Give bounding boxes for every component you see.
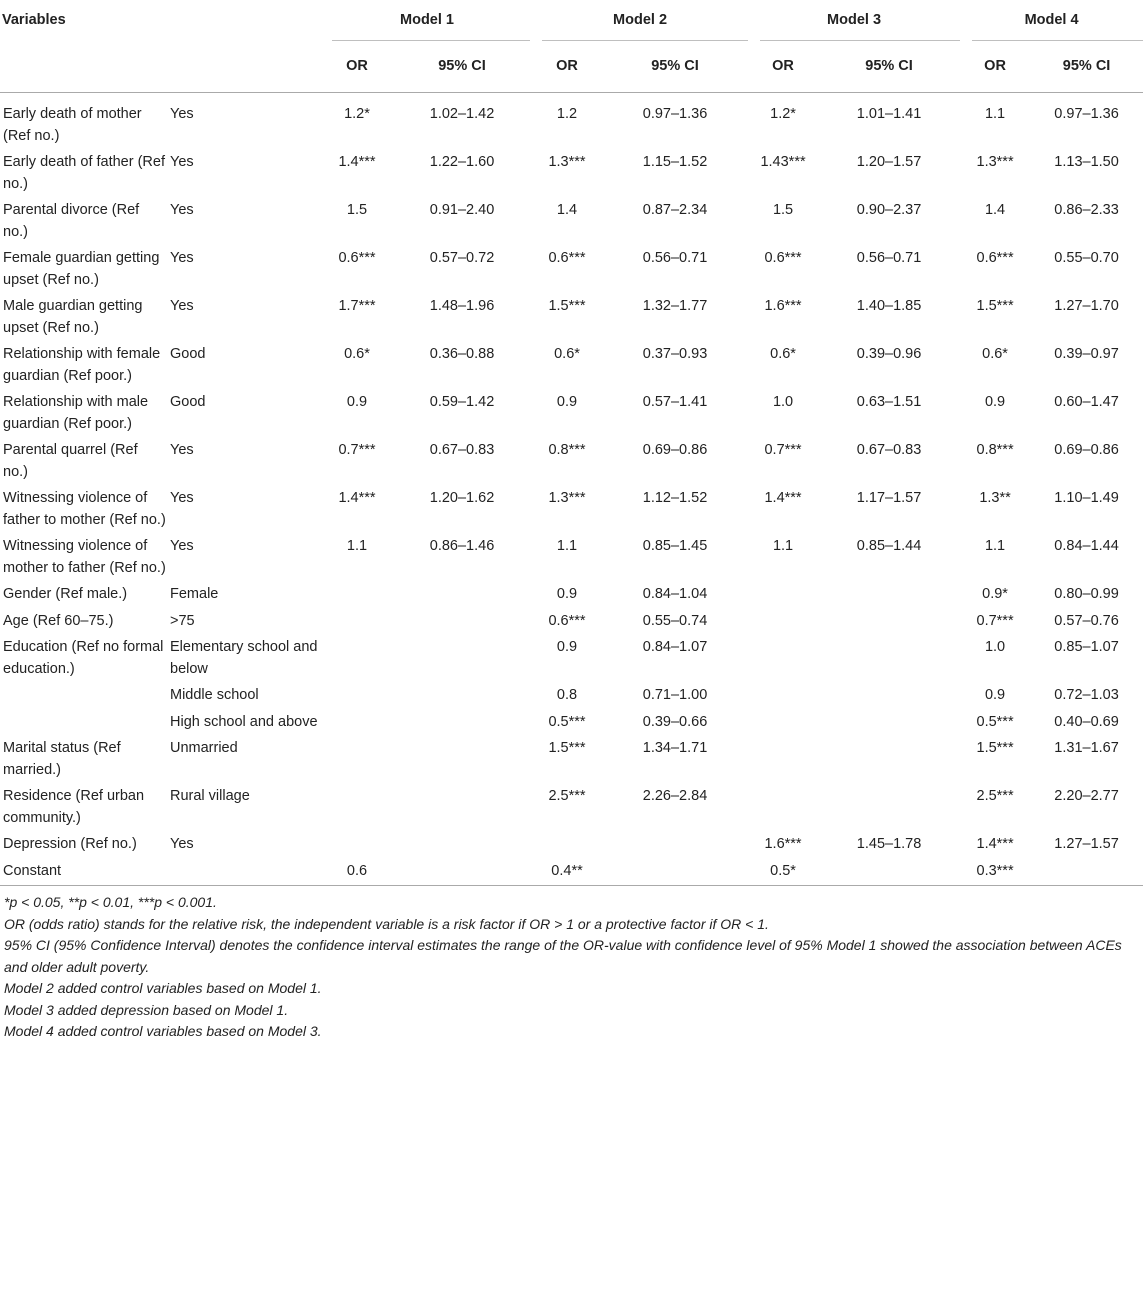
level-cell: Yes <box>170 154 194 170</box>
model-4-or-cell: 1.4*** <box>976 836 1014 852</box>
model-1-or-cell: 0.9 <box>346 394 368 410</box>
variable-cell: Witnessing violence of mother to father (Ref no.) <box>3 538 166 576</box>
model-1-ci-cell <box>392 581 532 608</box>
model-1-ci-cell <box>392 682 532 709</box>
model-1-ci-cell: 1.22–1.60 <box>429 154 495 170</box>
model-3-or-cell <box>748 581 818 608</box>
model-4-or-cell: 1.1 <box>984 538 1006 554</box>
model-4-ci-cell: 0.69–0.86 <box>1054 442 1119 458</box>
model-1-ci-cell: 0.86–1.46 <box>429 538 495 554</box>
model-2-or-cell: 1.4 <box>556 202 578 218</box>
ci-header: 95% CI <box>438 58 486 74</box>
model-3-or-cell: 1.6*** <box>764 836 802 852</box>
model-2-ci-cell: 1.12–1.52 <box>642 490 708 506</box>
model-3-ci-cell: 1.17–1.57 <box>856 490 922 506</box>
model-1-or-cell <box>322 709 392 736</box>
table-row <box>0 485 1143 533</box>
model-1-ci-cell <box>392 634 532 682</box>
level-cell: >75 <box>170 612 195 629</box>
or-header: OR <box>346 58 368 74</box>
model-1-or-cell: 0.6*** <box>338 250 376 266</box>
header-row-stats <box>0 46 1143 93</box>
model-4-or-cell: 0.9 <box>984 687 1006 703</box>
ci-header: 95% CI <box>651 58 699 74</box>
model-2-ci-cell <box>602 831 748 858</box>
footnote: *p < 0.05, **p < 0.01, ***p < 0.001. <box>4 894 217 910</box>
table-row <box>0 831 1143 858</box>
model-2-or-cell: 0.6* <box>554 346 580 362</box>
model-4-ci-cell: 0.39–0.97 <box>1054 346 1119 362</box>
model-1-ci-cell: 1.02–1.42 <box>429 106 495 122</box>
model-4-or-cell: 1.3*** <box>976 154 1014 170</box>
variable-cell <box>0 709 166 736</box>
model-3-or-cell: 0.6*** <box>764 250 802 266</box>
model-2-ci-cell: 0.37–0.93 <box>642 346 708 362</box>
model-2-or-cell: 0.4** <box>551 862 583 879</box>
model-3-ci-cell <box>818 735 960 783</box>
variable-cell: Parental divorce (Ref no.) <box>3 202 140 240</box>
model-1-or-cell: 1.5 <box>346 202 368 218</box>
model-2-or-cell: 1.5*** <box>548 740 586 756</box>
model-2-or-cell: 0.8 <box>556 687 578 703</box>
model-1-ci-cell: 0.91–2.40 <box>429 202 495 218</box>
model-4-ci-cell: 0.84–1.44 <box>1054 538 1119 554</box>
model-3-ci-cell: 1.20–1.57 <box>856 154 922 170</box>
model-3-underline <box>760 40 960 41</box>
level-cell: Yes <box>170 250 194 266</box>
model-1-ci-cell: 0.36–0.88 <box>429 346 495 362</box>
model-2-ci-cell: 0.39–0.66 <box>642 713 708 730</box>
model-2-ci-cell: 1.15–1.52 <box>642 154 708 170</box>
model-1-or-cell <box>322 682 392 709</box>
model-3-ci-cell <box>818 709 960 736</box>
model-3-ci-cell <box>818 682 960 709</box>
model-3-or-cell <box>748 783 818 831</box>
model-4-ci-cell: 0.97–1.36 <box>1054 106 1119 122</box>
model-2-ci-cell: 1.34–1.71 <box>642 740 708 756</box>
model-2-ci-cell: 1.32–1.77 <box>642 298 708 314</box>
model-4-or-cell: 1.5*** <box>976 298 1014 314</box>
model-1-or-cell: 1.2* <box>344 106 370 122</box>
table-row <box>0 634 1143 682</box>
level-cell: Elementary school and below <box>170 639 318 677</box>
level-cell: Yes <box>170 490 194 506</box>
model-3-ci-cell: 0.85–1.44 <box>856 538 922 554</box>
model-2-ci-cell: 0.55–0.74 <box>642 612 708 629</box>
table-row <box>0 197 1143 245</box>
model-4-or-cell: 1.5*** <box>976 740 1014 756</box>
model-4-or-cell: 1.1 <box>984 106 1006 122</box>
model-3-or-cell <box>748 709 818 736</box>
footnote: Model 3 added depression based on Model 1. <box>4 1001 289 1018</box>
model-4-ci-cell: 0.72–1.03 <box>1054 687 1119 703</box>
model-2-or-cell: 0.8*** <box>548 442 586 458</box>
model-4-or-cell: 2.5*** <box>976 788 1014 804</box>
variable-cell: Relationship with male guardian (Ref poor.) <box>3 394 149 432</box>
model-4-or-cell: 1.0 <box>984 639 1006 655</box>
model-3-or-cell: 1.1 <box>772 538 794 554</box>
model-4-ci-cell: 1.31–1.67 <box>1054 740 1119 756</box>
model-2-ci-cell <box>602 858 748 886</box>
variable-cell <box>0 682 166 709</box>
model-3-ci-cell: 1.45–1.78 <box>856 836 922 852</box>
model-3-ci-cell: 1.01–1.41 <box>856 106 922 122</box>
model-3-ci-cell: 1.40–1.85 <box>856 298 922 314</box>
variable-cell: Marital status (Ref married.) <box>3 740 121 778</box>
model-1-or-cell <box>322 608 392 635</box>
model-2-or-cell: 2.5*** <box>548 788 586 804</box>
table-row <box>0 93 1143 150</box>
model-1-ci-cell: 0.59–1.42 <box>429 394 495 410</box>
model-4-or-cell: 0.9 <box>984 394 1006 410</box>
model-4-ci-cell: 1.10–1.49 <box>1054 490 1119 506</box>
footnote: Model 4 added control variables based on Model 3. <box>4 1023 322 1039</box>
model-2-header: Model 2 <box>613 12 668 28</box>
table-row <box>0 682 1143 709</box>
model-4-or-cell: 1.4 <box>984 202 1006 218</box>
model-3-or-cell: 0.5* <box>770 862 796 879</box>
model-4-or-cell: 0.7*** <box>976 612 1014 629</box>
model-4-header: Model 4 <box>1024 12 1079 28</box>
model-3-or-cell <box>748 608 818 635</box>
footnote: OR (odds ratio) stands for the relative risk, the independent variable is a risk factor if OR > 1 or a protective factor if OR < 1. <box>4 915 769 932</box>
model-4-or-cell: 0.8*** <box>976 442 1014 458</box>
model-2-ci-cell: 0.85–1.45 <box>642 538 708 554</box>
model-3-ci-cell: 0.39–0.96 <box>856 346 922 362</box>
level-cell: Yes <box>170 836 194 852</box>
level-cell: Yes <box>170 202 194 218</box>
model-2-or-cell: 0.9 <box>556 394 578 410</box>
model-3-ci-cell <box>818 634 960 682</box>
model-4-or-cell: 0.3*** <box>976 862 1014 879</box>
model-2-or-cell: 1.2 <box>556 106 578 122</box>
model-4-ci-cell: 0.60–1.47 <box>1054 394 1119 410</box>
model-4-ci-cell: 1.13–1.50 <box>1054 154 1119 170</box>
model-1-ci-cell: 0.67–0.83 <box>429 442 495 458</box>
variable-cell: Parental quarrel (Ref no.) <box>3 442 138 480</box>
ci-header: 95% CI <box>1062 58 1111 74</box>
model-3-or-cell: 0.6* <box>770 346 796 362</box>
model-1-or-cell <box>322 831 392 858</box>
level-cell <box>166 858 322 886</box>
variable-cell: Residence (Ref urban community.) <box>3 788 145 826</box>
level-cell: Yes <box>170 538 194 554</box>
table-row <box>0 245 1143 293</box>
model-4-ci-cell: 2.20–2.77 <box>1054 788 1119 804</box>
level-cell: Female <box>170 586 219 602</box>
model-4-ci-cell: 0.85–1.07 <box>1054 639 1119 655</box>
or-header: OR <box>984 58 1006 74</box>
model-1-or-cell: 1.4*** <box>338 154 376 170</box>
table-row <box>0 149 1143 197</box>
model-1-or-cell: 0.6 <box>346 862 368 879</box>
table-row <box>0 581 1143 608</box>
model-3-or-cell <box>748 634 818 682</box>
model-2-ci-cell: 0.57–1.41 <box>642 394 708 410</box>
footnote: Model 2 added control variables based on Model 1. <box>4 980 322 996</box>
model-1-ci-cell <box>392 831 532 858</box>
model-2-or-cell: 1.1 <box>556 538 578 554</box>
model-3-ci-cell: 0.67–0.83 <box>856 442 922 458</box>
model-1-underline <box>332 40 530 41</box>
model-1-ci-cell <box>392 735 532 783</box>
model-4-ci-cell <box>1030 858 1143 886</box>
level-cell: Yes <box>170 442 194 458</box>
variable-cell: Education (Ref no formal education.) <box>3 639 164 677</box>
model-4-or-cell: 0.6* <box>982 346 1008 362</box>
model-3-ci-cell: 0.90–2.37 <box>856 202 922 218</box>
variable-cell: Male guardian getting upset (Ref no.) <box>3 298 143 336</box>
variable-cell: Relationship with female guardian (Ref poor.) <box>3 346 161 384</box>
model-2-or-cell: 0.6*** <box>548 612 586 629</box>
table-row <box>0 608 1143 635</box>
table-row <box>0 858 1143 886</box>
model-4-ci-cell: 0.40–0.69 <box>1054 713 1119 730</box>
model-3-or-cell: 1.0 <box>772 394 794 410</box>
model-1-ci-cell: 0.57–0.72 <box>429 250 495 266</box>
model-3-ci-cell: 0.63–1.51 <box>856 394 922 410</box>
model-2-ci-cell: 2.26–2.84 <box>642 788 708 804</box>
variable-cell: Gender (Ref male.) <box>3 586 128 602</box>
model-2-or-cell: 0.9 <box>556 586 578 602</box>
model-1-ci-cell: 1.20–1.62 <box>429 490 495 506</box>
model-3-ci-cell <box>818 608 960 635</box>
model-3-or-cell: 1.5 <box>772 202 794 218</box>
model-1-ci-cell: 1.48–1.96 <box>429 298 495 314</box>
model-1-or-cell: 1.1 <box>346 538 368 554</box>
variable-cell: Constant <box>3 862 62 879</box>
level-cell: Unmarried <box>170 740 238 756</box>
or-header: OR <box>556 58 578 74</box>
level-cell: Good <box>170 346 206 362</box>
model-2-or-cell <box>532 831 602 858</box>
table-row <box>0 341 1143 389</box>
model-1-header: Model 1 <box>400 12 454 28</box>
table-row <box>0 389 1143 437</box>
model-2-or-cell: 0.5*** <box>548 713 586 730</box>
model-3-or-cell <box>748 682 818 709</box>
level-cell: Middle school <box>170 687 259 703</box>
variable-cell: Early death of father (Ref no.) <box>3 154 165 192</box>
level-cell: Good <box>170 394 206 410</box>
model-2-or-cell: 0.9 <box>556 639 578 655</box>
model-4-or-cell: 0.5*** <box>976 713 1014 730</box>
table-row <box>0 783 1143 831</box>
model-4-or-cell: 0.9* <box>982 586 1008 602</box>
table-row <box>0 437 1143 485</box>
model-3-or-cell: 1.43*** <box>760 154 806 170</box>
model-1-or-cell <box>322 783 392 831</box>
model-1-ci-cell <box>392 783 532 831</box>
model-3-header: Model 3 <box>827 12 882 28</box>
model-3-or-cell: 1.2* <box>770 106 796 122</box>
model-1-ci-cell <box>392 858 532 886</box>
variable-cell: Witnessing violence of father to mother (Ref no.) <box>3 490 166 528</box>
model-3-or-cell: 1.4*** <box>764 490 802 506</box>
model-1-or-cell <box>322 634 392 682</box>
model-1-or-cell: 0.6* <box>344 346 370 362</box>
table-row <box>0 709 1143 736</box>
model-4-ci-cell: 0.80–0.99 <box>1054 586 1119 602</box>
model-1-or-cell <box>322 735 392 783</box>
model-2-ci-cell: 0.56–0.71 <box>642 250 708 266</box>
model-1-or-cell: 1.4*** <box>338 490 376 506</box>
ci-header: 95% CI <box>865 58 913 74</box>
model-3-ci-cell: 0.56–0.71 <box>856 250 922 266</box>
model-1-ci-cell <box>392 608 532 635</box>
level-cell: High school and above <box>170 713 318 730</box>
table-row <box>0 735 1143 783</box>
variable-cell: Female guardian getting upset (Ref no.) <box>3 250 160 288</box>
table-row <box>0 293 1143 341</box>
model-2-ci-cell: 0.69–0.86 <box>642 442 708 458</box>
model-3-or-cell: 0.7*** <box>764 442 802 458</box>
table-body <box>0 93 1143 886</box>
variable-cell: Age (Ref 60–75.) <box>3 612 114 629</box>
model-2-or-cell: 0.6*** <box>548 250 586 266</box>
model-2-underline <box>542 40 748 41</box>
model-4-or-cell: 0.6*** <box>976 250 1014 266</box>
model-4-ci-cell: 1.27–1.70 <box>1054 298 1119 314</box>
model-3-ci-cell <box>818 783 960 831</box>
variables-header: Variables <box>2 12 66 28</box>
variable-cell: Early death of mother (Ref no.) <box>3 106 142 144</box>
model-4-ci-cell: 0.57–0.76 <box>1054 612 1119 629</box>
model-3-or-cell <box>748 735 818 783</box>
table-row <box>0 533 1143 581</box>
level-cell: Yes <box>170 106 194 122</box>
model-2-or-cell: 1.3*** <box>548 154 586 170</box>
model-1-or-cell <box>322 581 392 608</box>
or-header: OR <box>772 58 794 74</box>
model-2-ci-cell: 0.87–2.34 <box>642 202 708 218</box>
model-4-ci-cell: 1.27–1.57 <box>1054 836 1119 852</box>
model-1-or-cell: 1.7*** <box>338 298 376 314</box>
variable-cell: Depression (Ref no.) <box>3 836 137 852</box>
model-2-or-cell: 1.5*** <box>548 298 586 314</box>
model-3-ci-cell <box>818 858 960 886</box>
model-1-ci-cell <box>392 709 532 736</box>
model-4-ci-cell: 0.55–0.70 <box>1054 250 1119 266</box>
model-3-ci-cell <box>818 581 960 608</box>
model-4-underline <box>972 40 1143 41</box>
level-cell: Yes <box>170 298 194 314</box>
model-4-or-cell: 1.3** <box>979 490 1011 506</box>
model-2-or-cell: 1.3*** <box>548 490 586 506</box>
model-4-ci-cell: 0.86–2.33 <box>1054 202 1119 218</box>
model-2-ci-cell: 0.84–1.07 <box>642 639 708 655</box>
model-2-ci-cell: 0.71–1.00 <box>642 687 708 703</box>
footnotes <box>0 886 1143 1043</box>
level-cell: Rural village <box>170 788 250 804</box>
model-1-or-cell: 0.7*** <box>338 442 376 458</box>
model-2-ci-cell: 0.97–1.36 <box>642 106 708 122</box>
model-2-ci-cell: 0.84–1.04 <box>642 586 708 602</box>
model-3-or-cell: 1.6*** <box>764 298 802 314</box>
footnote: 95% CI (95% Confidence Interval) denotes the confidence interval estimates the range of the OR-value with confidence level of 95% Model 1 showed the association between ACEs and older adult poverty. <box>4 937 1122 975</box>
